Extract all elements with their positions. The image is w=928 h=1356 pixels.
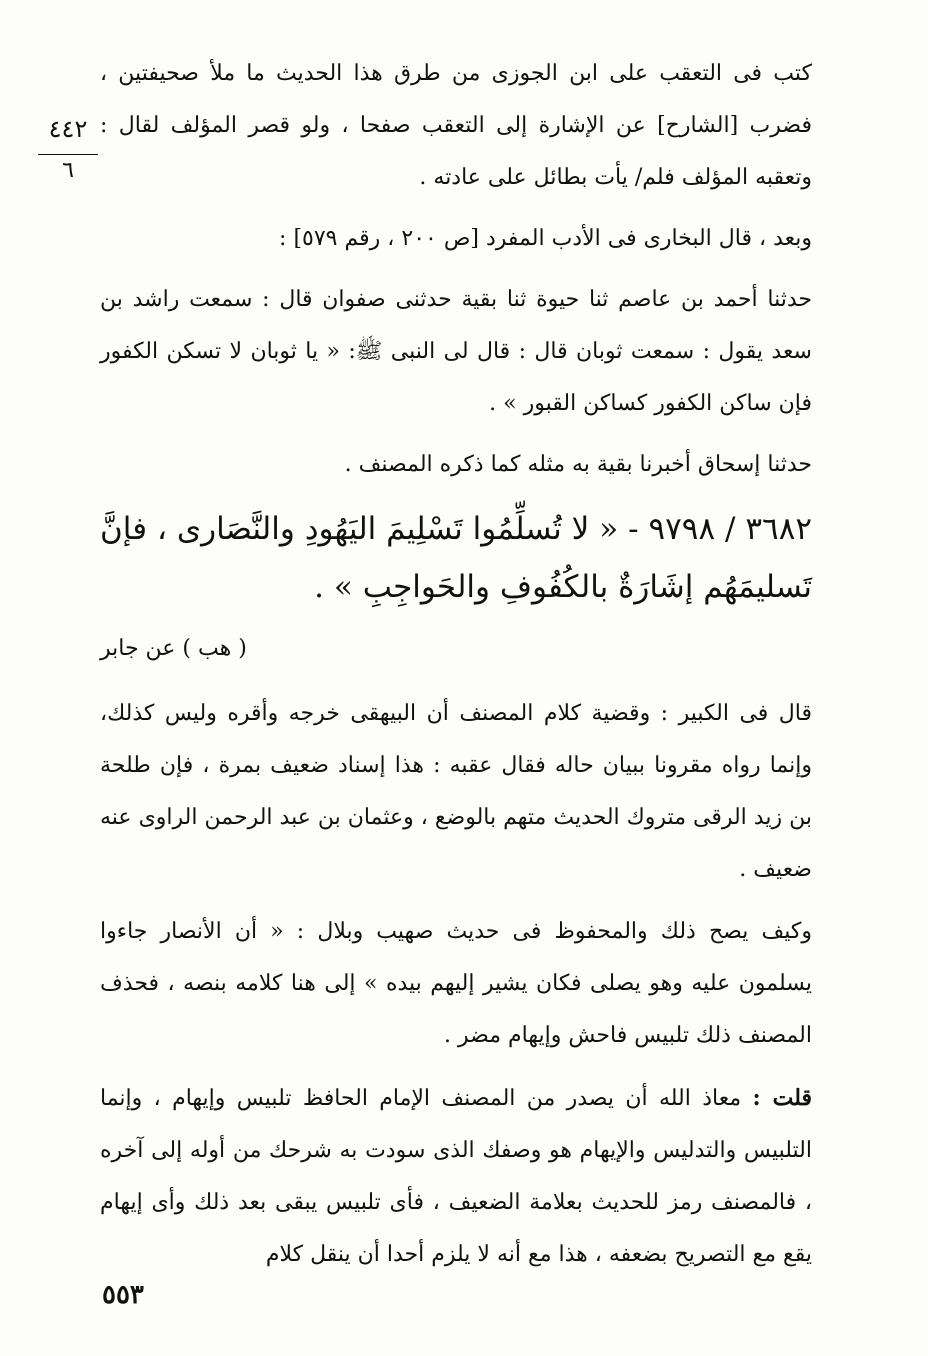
margin-reference	[38, 112, 98, 183]
hadith-source: ( هب ) عن جابر	[100, 636, 247, 661]
paragraph-bukhari-intro: وبعد ، قال البخارى فى الأدب المفرد [ص ٢٠٠ ، رقم ٥٧٩] :	[279, 226, 812, 251]
hadith-text: ٣٦٨٢ / ٩٧٩٨ - « لا تُسلِّمُوا تَسْلِيمَ اليَهُودِ والنَّصَارى ، فإنَّ تَسليمَهُم إشَارَةٌ بالكُفُوفِ والحَواجِبِ » .	[100, 511, 812, 605]
page-body	[100, 48, 812, 1291]
qultu-text: معاذ الله أن يصدر من المصنف الإمام الحافظ تلبيس وإيهام ، وإنما التلبيس والتدليس والإيهام هو وصفك الذى سودت به شرحك من أوله إلى آخره ، فالمصنف رمز للحديث بعلامة الضعيف ، فأى تلبيس يبقى بعد ذلك وأى إيهام يقع مع التصريح بضعفه ، هذا مع أنه لا يلزم أحدا أن ينقل كلام	[100, 1086, 812, 1267]
paragraph-intro: كتب فى التعقب على ابن الجوزى من طرق هذا الحديث ما ملأ صحيفتين ، فضرب [الشارح] عن الإشارة إلى التعقب صفحا ، ولو قصر المؤلف لقال : وتعقبه المؤلف فلم/ يأت بطائل على عادته .	[100, 61, 812, 190]
qultu-label: قلت :	[752, 1085, 813, 1111]
margin-ref-bottom: ٦	[62, 158, 74, 183]
commentary-suhayb: وكيف يصح ذلك والمحفوظ فى حديث صهيب وبلال : « أن الأنصار جاءوا يسلمون عليه وهو يصلى فكان يشير إليهم بيده » إلى هنا كلامه بنصه ، فحذف المصنف ذلك تلبيس فاحش وإيهام مضر .	[100, 919, 812, 1048]
qultu-paragraph	[100, 1072, 812, 1281]
commentary-kabir: قال فى الكبير : وقضية كلام المصنف أن البيهقى خرجه وأقره وليس كذلك، وإنما رواه مقرونا ببيان حاله فقال عقبه : هذا إسناد ضعيف بمرة ، فإن طلحة بن زيد الرقى متروك الحديث متهم بالوضع ، وعثمان بن عبد الرحمن الراوى عنه ضعيف .	[100, 701, 812, 882]
page-number: ٥٥٣	[102, 1280, 144, 1310]
paragraph-ishaq: حدثنا إسحاق أخبرنا بقية به مثله كما ذكره المصنف .	[344, 452, 812, 477]
margin-rule	[38, 154, 98, 155]
paragraph-isnad: حدثنا أحمد بن عاصم ثنا حيوة ثنا بقية حدثنى صفوان قال : سمعت راشد بن سعد يقول : سمعت ثوبان قال : قال لى النبى ﷺ: « يا ثوبان لا تسكن الكفور فإن ساكن الكفور كساكن القبور » .	[100, 287, 812, 416]
margin-ref-top: ٤٤٢	[48, 115, 88, 143]
